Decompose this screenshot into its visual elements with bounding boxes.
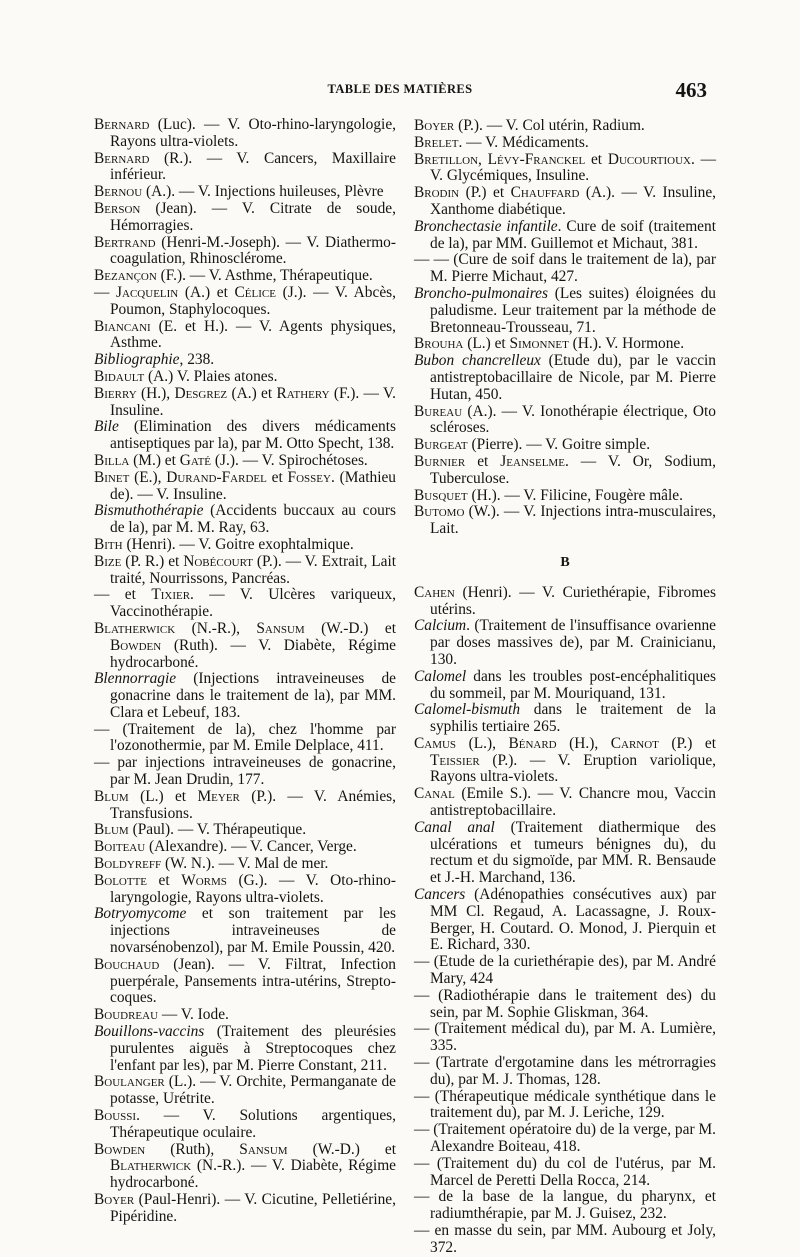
entry-text: (P.) et (658, 734, 716, 752)
entry-text: — (Traitement médical du), par M. A. Lumière, 335. (414, 1020, 716, 1055)
author-name: Bierry (94, 384, 137, 402)
entry-text: (W.-D.) et (304, 619, 396, 637)
author-name: Berson (94, 199, 141, 217)
entry-text: dans le traitement de la syphilis tertiaire 265. (430, 701, 716, 736)
author-name: Desgrez (174, 384, 228, 402)
author-name: Bowden (94, 1140, 146, 1158)
author-name: Chauffard (510, 184, 580, 202)
index-entries-c (414, 585, 716, 1257)
entry-text: (P.) et (459, 184, 511, 202)
entry-text: (L.). — V. Orchite, Permanganate de potasse, Urétrite. (110, 1073, 396, 1108)
index-entry (414, 1122, 716, 1156)
index-entry (94, 151, 396, 185)
entry-text: et (465, 452, 501, 470)
index-entry (94, 587, 396, 621)
index-entry (94, 789, 396, 823)
running-title: TABLE DES MATIÈRES (327, 82, 473, 96)
entry-text: (H.), (136, 384, 175, 402)
entry-text: (Adénopathies consécutives aux) par MM Cl. Regaud, A. Lacassagne, J. Roux-Berger, H. Coutard. O. Monod, J. Pierquin et E. Richard, 330. (430, 886, 716, 954)
author-name: Brouha (414, 335, 464, 353)
index-entry (94, 386, 396, 420)
index-entry (94, 268, 396, 285)
entry-text: , (478, 150, 488, 168)
entry-text: (Jean). — V. Citrate de soude, Hémorragies. (110, 199, 396, 234)
entry-text: , 238. (179, 351, 215, 369)
author-name: Brodin (414, 184, 460, 202)
entry-text: (H.), (556, 734, 611, 752)
entry-text: — V. Iode. (158, 1006, 229, 1024)
author-name: Burgeat (414, 436, 468, 454)
entry-text: (W.-D.) et (287, 1140, 396, 1158)
entry-text: (Henri-M.-Joseph). — V. Diathermo-coagulation, Rhinosclérome. (110, 233, 396, 268)
index-entry (414, 437, 716, 454)
author-name: Meyer (197, 787, 240, 805)
entry-text: (P.). — V. Eruption variolique, Rayons ultra-violets. (430, 751, 716, 786)
author-name: Jeanselme (500, 452, 565, 470)
entry-text: — (Traitement opératoire du) de la verge, par M. Alexandre Boiteau, 418. (414, 1121, 716, 1156)
entry-text: (J.). — V. Abcès, Poumon, Staphylocoques. (110, 283, 396, 318)
index-entry (414, 152, 716, 186)
entry-text: (Henri). — V. Goitre exophtalmique. (122, 535, 354, 553)
entry-text: (E. et H.). — V. Agents physiques, Asthme. (110, 317, 396, 352)
index-entry (414, 286, 716, 336)
entry-text: (A.). — V. Insuline, Xanthome diabétique. (430, 184, 716, 218)
index-entry (414, 887, 716, 954)
entry-text: (F.). — V. Insuline. (110, 384, 396, 419)
entry-text: (H.). V. Hormone. (568, 335, 685, 353)
author-name: Bureau (414, 402, 463, 420)
entry-text: (F.). — V. Asthme, Thérapeutique. (156, 267, 373, 285)
entry-text: (L.) et (463, 335, 510, 353)
author-name: Worms (181, 871, 227, 889)
index-entry (94, 671, 396, 721)
index-column-right (414, 118, 716, 1257)
subject-term: Calcium (414, 617, 467, 635)
index-entry (94, 1142, 396, 1192)
entry-text: — (Etude de la curiethérapie des), par M. André Mary, 424 (414, 953, 716, 988)
index-entry (94, 503, 396, 537)
index-entry (94, 621, 396, 671)
subject-term: Bismuthothérapie (94, 502, 204, 520)
author-name: Jacquelin (116, 283, 179, 301)
subject-term: Bubon chancrelleux (414, 352, 541, 370)
subject-term: Canal anal (414, 818, 495, 836)
entry-text: (Etude du), par le vaccin antistreptobacillaire de Nicole, par M. Pierre Hutan, 450. (430, 352, 717, 403)
entry-text: (Alexandre). — V. Cancer, Verge. (145, 838, 357, 856)
index-entry (414, 954, 716, 988)
entry-text: (N.-R.). — V. Diabète, Régime hydrocarboné. (110, 1157, 396, 1192)
author-name: Ducourtioux (607, 150, 692, 168)
entry-text: — (Traitement du) du col de l'utérus, par M. Marcel de Peretti Della Rocca, 214. (414, 1154, 716, 1189)
entry-text: . Cure de soif (traitement de la), par MM. Guillemot et Michaut, 381. (430, 217, 716, 252)
author-name: Boyer (94, 1191, 135, 1208)
author-name: Camus (414, 734, 457, 752)
author-name: Blatherwick (110, 1157, 192, 1175)
author-name: Fossey (287, 468, 331, 486)
entry-text: (Jean). — V. Filtrat, Infection puerpérale, Pansements intra-utérins, Streptocoques. (110, 955, 396, 1007)
author-name: Bernard (94, 116, 150, 133)
entry-text: — de la base de la langue, du pharynx, et radiumthérapie, par M. J. Guisez, 232. (414, 1188, 716, 1223)
entry-text: . — V. Glycémiques, Insuline. (430, 150, 716, 185)
entry-text: (P.). — V. Extrait, Lait traité, Nourrissons, Pancréas. (110, 552, 397, 587)
entry-text: et (147, 871, 182, 889)
entry-text: (Les suites) éloignées du paludisme. Leur traitement par la méthode de Bretonneau-Trousseau, 71. (430, 284, 716, 336)
author-name: Binet (94, 468, 130, 486)
index-entry (414, 618, 716, 668)
page-number: 463 (675, 78, 707, 102)
author-name: Bolotte (94, 871, 148, 889)
index-entry (414, 1021, 716, 1055)
entry-text: — (Tartrate d'ergotamine dans les métrorragies du), par M. J. Thomas, 128. (414, 1054, 716, 1088)
entry-text: . (Traitement de l'insuffisance ovarienne par doses massives de), par M. Crainicianu, 130. (430, 617, 716, 668)
subject-term: Calomel (414, 667, 467, 685)
entry-text: (A.) et (227, 384, 277, 402)
author-name: Boldyreff (94, 855, 162, 873)
author-name: Busquet (414, 486, 468, 504)
entry-text: (Injections intraveineuses de gonacrine dans le traitement de la), par MM. Clara et Lebeuf, 183. (110, 670, 396, 721)
author-name: Rathery (276, 384, 330, 402)
author-name: Bezançon (94, 267, 157, 285)
entry-text: (Paul). — V. Thérapeutique. (128, 821, 307, 839)
index-entry (414, 404, 716, 438)
index-entry (414, 353, 716, 403)
author-name: Bénard (508, 734, 557, 752)
author-name: Durand-Fardel (166, 468, 267, 486)
index-entry (94, 117, 396, 151)
entry-text: (H.). — V. Filicine, Fougère mâle. (467, 486, 683, 504)
entry-text: (A.). — V. Injections huileuses, Plèvre (142, 183, 384, 201)
entry-text: — (Thérapeutique médicale synthétique dans le traitement du), par M. J. Leriche, 129. (414, 1087, 716, 1122)
author-name: Bize (94, 552, 122, 570)
index-entry (414, 454, 716, 488)
author-name: Bernou (94, 183, 143, 201)
author-name: Canal (414, 785, 455, 803)
entry-text: (L.) et (128, 787, 198, 805)
entry-text: (J.). — V. Spirochétoses. (211, 451, 368, 469)
entry-text: (Paul-Henri). — V. Cicutine, Pelletiérine, Pipéridine. (110, 1191, 396, 1225)
index-entry (94, 755, 396, 789)
entry-text: — (Traitement de la), chez l'homme par l'ozonothermie, par M. Emile Delplace, 411. (94, 720, 396, 755)
subject-term: Blennorragie (94, 670, 177, 688)
entry-text: (A.). — V. Ionothérapie électrique, Oto scléroses. (430, 402, 716, 437)
subject-term: Bouillons-vaccins (94, 1023, 205, 1041)
index-entry (94, 1192, 396, 1226)
entry-text: — en masse du sein, par MM. Aubourg et Joly, 372. (414, 1222, 716, 1256)
author-name: Blatherwick (94, 619, 176, 637)
author-name: Boyer (414, 117, 455, 134)
entry-text: (W.). — V. Injections intra-musculaires, Lait. (430, 503, 716, 538)
entry-text: — et (94, 586, 152, 604)
index-entry (414, 488, 716, 505)
author-name: Tixier (151, 586, 191, 604)
author-name: Burnier (414, 452, 466, 470)
entry-text: (P. R.) et (121, 552, 184, 570)
index-entry (414, 1156, 716, 1190)
author-name: Bouchaud (94, 955, 160, 973)
entry-text: (G.). — V. Oto-rhino-laryngologie, Rayons ultra-violets. (110, 871, 396, 906)
entry-text: — par injections intraveineuses de gonacrine, par M. Jean Drudin, 177. (94, 754, 396, 789)
index-entry (94, 453, 396, 470)
index-entry (414, 135, 716, 152)
index-entry (94, 906, 396, 956)
section-letter-heading: B (560, 554, 570, 570)
author-name: Biancani (94, 317, 151, 335)
index-entry (94, 957, 396, 1007)
index-entry (414, 252, 716, 286)
index-entry (94, 839, 396, 856)
index-entry (94, 201, 396, 235)
index-entry (414, 504, 716, 538)
subject-term: Bronchectasie infantile (414, 217, 558, 235)
entry-text: . — V. Médicaments. (458, 133, 589, 151)
author-name: Brelet (414, 133, 459, 151)
entry-text: et (266, 468, 288, 486)
subject-term: Broncho-pulmonaires (414, 284, 548, 302)
author-name: Butomo (414, 503, 465, 521)
index-entry (94, 470, 396, 504)
entry-text: (W. N.). — V. Mal de mer. (161, 855, 329, 873)
entry-text: (R.). — V. Cancers, Maxillaire inférieur. (110, 149, 396, 184)
author-name: Boiteau (94, 838, 146, 856)
subject-term: Calomel-bismuth (414, 701, 521, 719)
subject-term: Cancers (414, 886, 466, 904)
entry-text: (A.) V. Plaies atones. (144, 367, 278, 385)
index-entry (94, 319, 396, 353)
subject-term: Botryomycome (94, 905, 187, 923)
author-name: Sansum (239, 1140, 288, 1158)
index-entry (94, 419, 396, 453)
index-entry (94, 184, 396, 201)
entry-text: — (Radiothérapie dans le traitement des) du sein, par M. Sophie Gliskman, 364. (414, 986, 716, 1021)
index-entry (414, 1223, 716, 1257)
entry-text: (P.). — V. Anémies, Transfusions. (110, 787, 396, 822)
index-entry (414, 336, 716, 353)
index-entry (414, 219, 716, 253)
author-name: Nobécourt (183, 552, 253, 570)
entry-text: et son traitement par les injections intraveineuses de novarsénobenzol), par M. Emile Poussin, 420. (110, 905, 396, 957)
entry-text: (Elimination des divers médicaments antiseptiques par la), par M. Otto Specht, 138. (110, 418, 396, 453)
index-entry (414, 736, 716, 786)
entry-text: — (94, 283, 117, 301)
author-name: Teissier (430, 751, 480, 769)
author-name: Bretillon (414, 150, 479, 168)
index-entry (94, 352, 396, 369)
author-name: Bith (94, 535, 123, 553)
index-entry (94, 1074, 396, 1108)
index-entry (94, 285, 396, 319)
author-name: Bowden (110, 636, 162, 654)
index-entry (94, 369, 396, 386)
index-entry (94, 1024, 396, 1074)
entry-text: (Henri). — V. Curiethérapie, Fibromes utérins. (430, 583, 716, 618)
entry-text: (Emile S.). — V. Chancre mou, Vaccin antistreptobacillaire. (430, 785, 716, 820)
index-entries-b-continued (414, 118, 716, 538)
entry-text: (Accidents buccaux au cours de la), par M. M. Ray, 63. (110, 502, 396, 537)
index-entry (94, 856, 396, 873)
index-entry (94, 1108, 396, 1142)
index-entry (414, 1055, 716, 1089)
entry-text: — — (Cure de soif dans le traitement de la), par M. Pierre Michaut, 427. (414, 251, 716, 286)
author-name: Bidault (94, 367, 145, 385)
entry-text: (E.), (129, 468, 167, 486)
subject-term: Bile (94, 418, 119, 436)
entry-text: . — V. Or, Sodium, Tuberculose. (430, 452, 716, 487)
index-entry (94, 1007, 396, 1024)
entry-text: (Traitement des pleurésies purulentes aiguës à Streptocoques chez l'enfant par les), par M. Pierre Constant, 211. (110, 1023, 396, 1074)
index-entry (414, 820, 716, 887)
index-entry (414, 185, 716, 219)
index-column-left (94, 117, 396, 1226)
entry-text: (Ruth). — V. Diabète, Régime hydrocarboné. (110, 636, 396, 671)
author-name: Boudreau (94, 1006, 159, 1024)
author-name: Bernard (94, 149, 150, 167)
entry-text: et (585, 150, 608, 168)
entry-text: (L.), (456, 734, 509, 752)
entry-text: (A.) et (178, 283, 235, 301)
author-name: Boussi (94, 1107, 137, 1125)
index-entry (94, 822, 396, 839)
author-name: Lévy-Franckel (487, 150, 586, 168)
index-entry (94, 554, 396, 588)
entry-text: (Luc). — V. Oto-rhino-laryngologie, Rayons ultra-violets. (110, 116, 396, 150)
index-entry (414, 988, 716, 1022)
entry-text: (P.). — V. Col utérin, Radium. (454, 117, 645, 134)
author-name: Bertrand (94, 233, 156, 251)
index-entry (414, 1189, 716, 1223)
index-entry (94, 722, 396, 756)
author-name: Gaté (179, 451, 212, 469)
author-name: Billa (94, 451, 130, 469)
author-name: Célice (234, 283, 276, 301)
index-entry (94, 873, 396, 907)
entry-text: (N.-R.), (175, 619, 257, 637)
entry-text: . — V. Solutions argentiques, Thérapeutique oculaire. (110, 1107, 396, 1141)
index-entry (414, 118, 716, 135)
author-name: Simonnet (509, 335, 569, 353)
index-entry (94, 537, 396, 554)
index-entry (414, 1089, 716, 1123)
index-entry (414, 786, 716, 820)
subject-term: Bibliographie (94, 351, 180, 369)
index-entry (414, 702, 716, 736)
entry-text: . — V. Ulcères variqueux, Vaccinothérapie. (110, 586, 396, 621)
running-header (0, 78, 800, 104)
index-entry (94, 235, 396, 269)
author-name: Sansum (256, 619, 305, 637)
entry-text: . (Mathieu de). — V. Insuline. (110, 468, 396, 503)
entry-text: (Ruth), (145, 1140, 240, 1158)
author-name: Carnot (610, 734, 659, 752)
entry-text: (Pierre). — V. Goitre simple. (467, 436, 651, 454)
index-entry (414, 585, 716, 619)
author-name: Blum (94, 787, 129, 805)
author-name: Blum (94, 821, 129, 839)
entry-text: (M.) et (129, 451, 180, 469)
author-name: Cahen (414, 583, 455, 601)
entry-text: (Traitement diathermique des ulcérations et tumeurs bénignes du), du rectum et du sigmoïde, par MM. R. Bensaude et J.-H. Marchand, 136. (430, 818, 717, 887)
author-name: Boulanger (94, 1073, 165, 1091)
index-entry (414, 669, 716, 703)
entry-text: dans les troubles post-encéphalitiques du sommeil, par M. Mouriquand, 131. (430, 667, 716, 702)
